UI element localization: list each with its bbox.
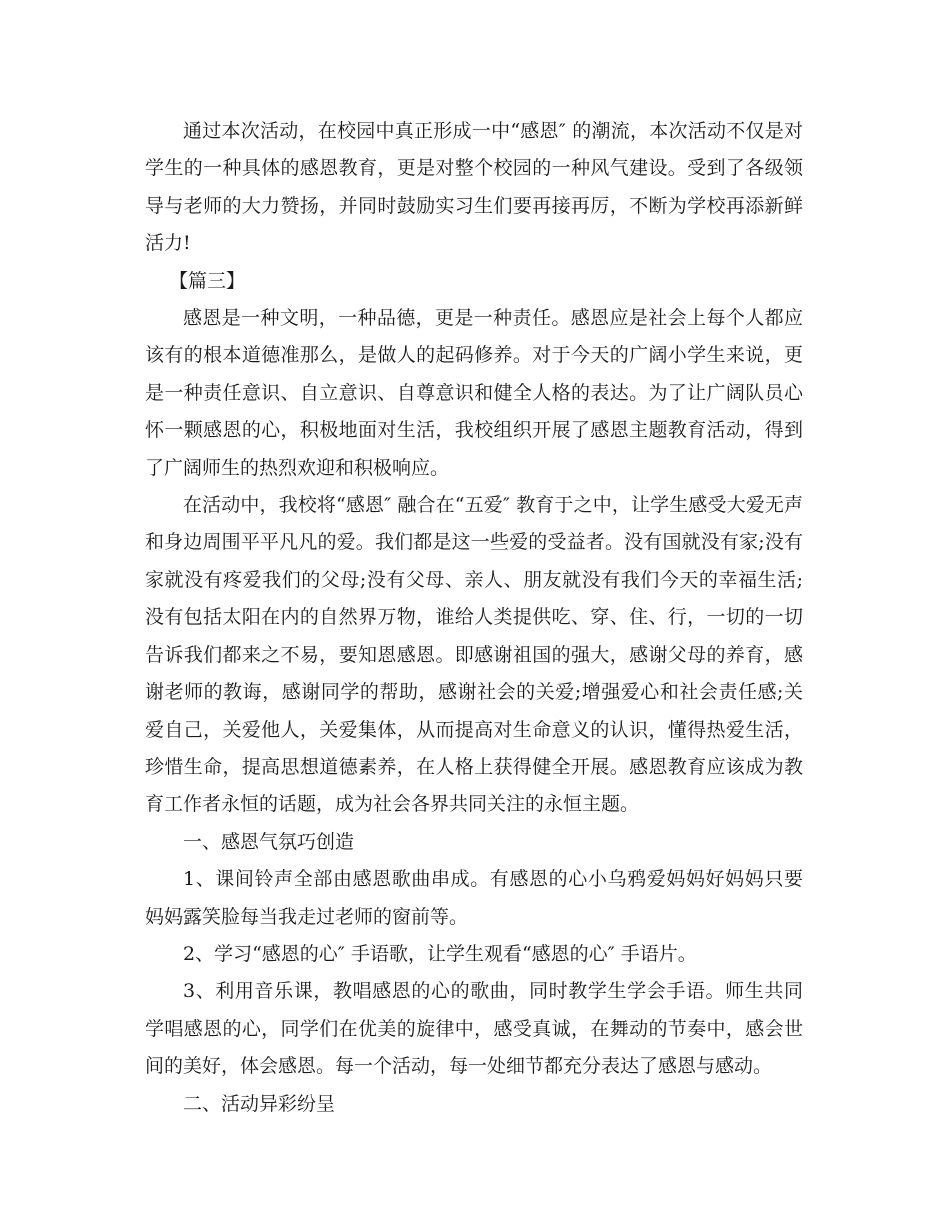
list-item-2: 2、学习“感恩的心″ 手语歌，让学生观看“感恩的心″ 手语片。 — [183, 942, 697, 965]
list-item-3: 3、利用音乐课，教唱感恩的心的歌曲，同时教学生学会手语。师生共同学唱感恩的心，同学们在优美的旋律中，感受真诚，在舞动的节奏中，感会世间的美好，体会感恩。每一个活动，每一处细节都充分表达了感恩与感动。 — [145, 980, 803, 1078]
subheading-activities: 二、活动异彩纷呈 — [183, 1092, 336, 1115]
paragraph-five-loves: 在活动中，我校将“感恩″ 融合在“五爱″ 教育于之中，让学生感受大爱无声和身边周围平平凡凡的爱。我们都是这一些爱的受益者。没有国就没有家;没有家就没有疼爱我们的父母;没有父母、亲人、朋友就没有我们今天的幸福生活;没有包括太阳在内的自然界万物，谁给人类提供吃、穿、住、行，一切的一切告诉我们都来之不易，要知恩感恩。即感谢祖国的强大，感谢父母的养育，感谢老师的教诲，感谢同学的帮助，感谢社会的关爱;增强爱心和社会责任感;关爱自己，关爱他人，关爱集体，从而提高对生命意义的认识，懂得热爱生活，珍惜生命，提高思想道德素养，在人格上获得健全开展。感恩教育应该成为教育工作者永恒的话题，成为社会各界共同关注的永恒主题。 — [145, 494, 803, 816]
paragraph-gratitude-intro: 感恩是一种文明，一种品德，更是一种责任。感恩应是社会上每个人都应该有的根本道德准那么，是做人的起码修养。对于今天的广阔小学生来说，更是一种责任意识、自立意识、自尊意识和健全人格的表达。为了让广阔队员心怀一颗感恩的心，积极地面对生活，我校组织开展了感恩主题教育活动，得到了广阔师生的热烈欢迎和积极响应。 — [145, 307, 803, 479]
section-title-part-three: 【篇三】 — [169, 269, 246, 292]
document-body — [145, 113, 803, 1123]
subheading-atmosphere: 一、感恩气氛巧创造 — [183, 830, 355, 853]
paragraph-activity-summary: 通过本次活动，在校园中真正形成一中“感恩″ 的潮流，本次活动不仅是对学生的一种具体的感恩教育，更是对整个校园的一种风气建设。受到了各级领导与老师的大力赞扬，并同时鼓励实习生们要再接再厉，不断为学校再添新鲜活力! — [145, 120, 803, 255]
list-item-1: 1、课间铃声全部由感恩歌曲串成。有感恩的心小乌鸦爱妈妈好妈妈只要妈妈露笑脸每当我走过老师的窗前等。 — [145, 868, 803, 928]
